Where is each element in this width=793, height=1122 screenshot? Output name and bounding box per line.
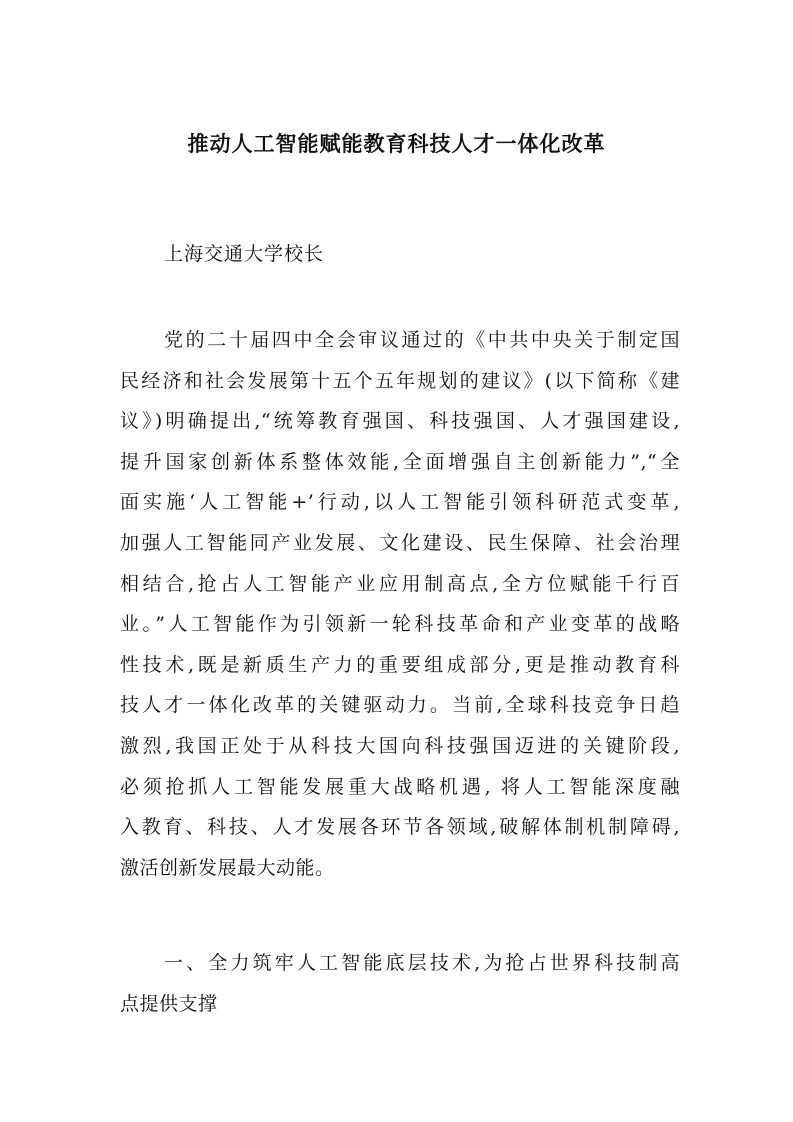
heading-line: 一、全力筑牢人工智能底层技术,为抢占世界科技制高 <box>164 952 680 974</box>
section-heading <box>120 942 680 1023</box>
paragraph-line: 加强人工智能同产业发展、文化建设、民生保障、社会治理 <box>120 531 680 554</box>
paragraph-line: 相结合,抢占人工智能产业应用制高点,全方位赋能千行百 <box>120 572 680 595</box>
paragraph-line: 提升国家创新体系整体效能,全面增强自主创新能力”,“全 <box>120 450 680 473</box>
paragraph-line: 议》)明确提出,“统筹教育强国、科技强国、人才强国建设, <box>120 410 680 433</box>
paragraph-line: 激活创新发展最大动能。 <box>120 856 335 879</box>
heading-line: 点提供支撑 <box>120 992 218 1015</box>
document-title: 推动人工智能赋能教育科技人才一体化改革 <box>187 131 606 156</box>
paragraph-line: 性技术,既是新质生产力的重要组成部分,更是推动教育科 <box>120 653 680 676</box>
paragraph-line: 业。”人工智能作为引领新一轮科技革命和产业变革的战略 <box>120 613 680 636</box>
body-paragraph <box>120 320 680 888</box>
paragraph-line: 面实施‘人工智能+’行动,以人工智能引领科研范式变革, <box>120 491 680 514</box>
paragraph-line: 入教育、科技、人才发展各环节各领域,破解体制机制障碍, <box>120 816 680 839</box>
paragraph-line: 党的二十届四中全会审议通过的《中共中央关于制定国 <box>164 329 680 351</box>
paragraph-line: 技人才一体化改革的关键驱动力。当前,全球科技竞争日趋 <box>120 694 680 717</box>
paragraph-line: 民经济和社会发展第十五个五年规划的建议》(以下简称《建 <box>120 369 680 392</box>
paragraph-line: 必须抢抓人工智能发展重大战略机遇, 将人工智能深度融 <box>120 775 680 798</box>
paragraph-line: 激烈,我国正处于从科技大国向科技强国迈进的关键阶段, <box>120 734 680 757</box>
author-line: 上海交通大学校长 <box>164 243 325 265</box>
